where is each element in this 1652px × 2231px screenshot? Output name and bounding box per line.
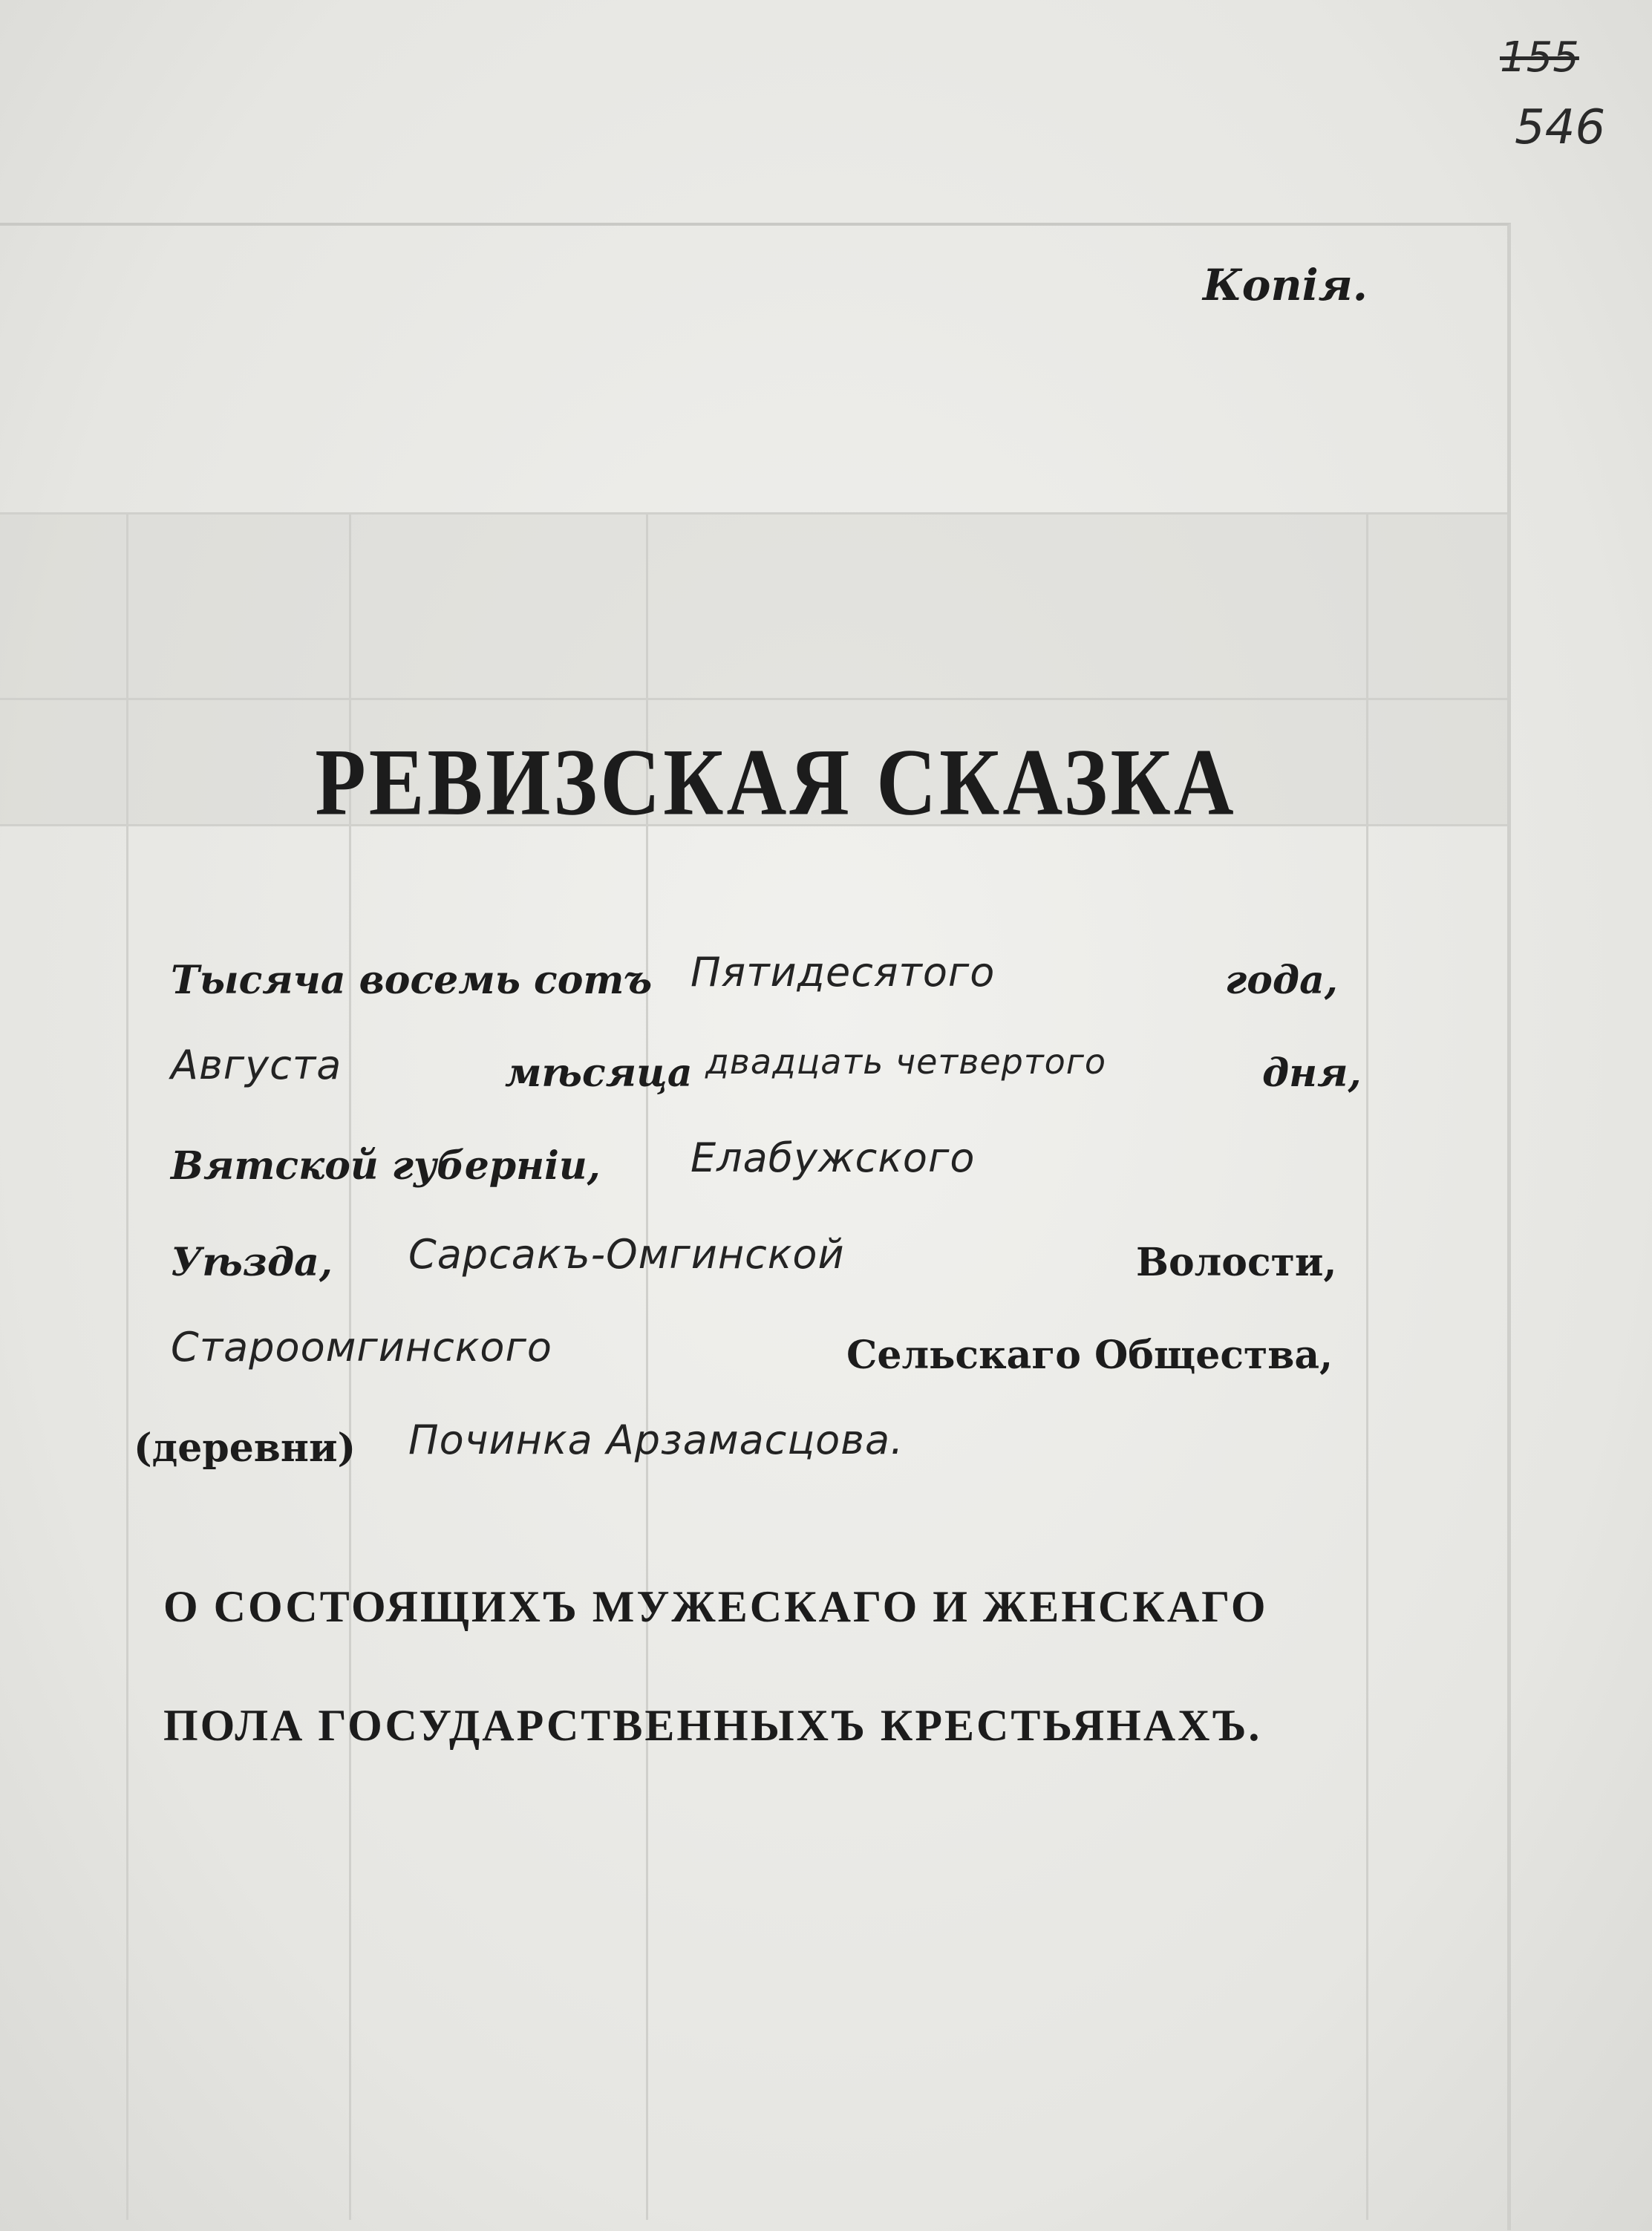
handwritten-district: Елабужского — [690, 1134, 976, 1181]
label-year-suffix: года, — [1225, 958, 1338, 1003]
form-line-district — [171, 1225, 1351, 1307]
form-line-society — [171, 1318, 1351, 1399]
form-line-year — [171, 943, 1351, 1025]
form-line-village — [134, 1411, 1351, 1492]
handwritten-year: Пятидесятого — [690, 949, 996, 996]
document-title: РЕВИЗСКАЯ СКАЗКА — [315, 729, 1237, 836]
handwritten-day: двадцать четвертого — [705, 1042, 1107, 1082]
label-day: дня, — [1262, 1051, 1362, 1096]
subtitle-line-1: О СОСТОЯЩИХЪ МУЖЕСКАГО И ЖЕНСКАГО — [163, 1582, 1268, 1631]
label-district: Уѣзда, — [171, 1240, 333, 1285]
archive-number-old: 155 — [1500, 33, 1579, 82]
archive-number-new: 546 — [1515, 100, 1606, 155]
subtitle-line-2: ПОЛА ГОСУДАРСТВЕННЫХЪ КРЕСТЬЯНАХЪ. — [163, 1701, 1262, 1750]
handwritten-volost: Сарсакъ-Омгинской — [408, 1231, 845, 1278]
copy-label: Копія. — [1203, 260, 1368, 310]
label-village: (деревни) — [134, 1425, 356, 1471]
bleed-through-rule — [0, 698, 1507, 700]
label-volost: Волости, — [1136, 1240, 1337, 1285]
form-line-province — [171, 1128, 1351, 1210]
label-society: Сельскаго Общества, — [846, 1333, 1333, 1378]
handwritten-village: Починка Арзамасцова. — [408, 1417, 904, 1463]
form-line-date — [171, 1036, 1362, 1117]
label-month: мѣсяца — [505, 1051, 693, 1096]
handwritten-month: Августа — [171, 1042, 342, 1088]
label-province: Вятской губерніи, — [171, 1143, 601, 1189]
label-year-prefix: Тысяча восемь сотъ — [171, 958, 653, 1003]
bleed-through-rule — [0, 512, 1507, 515]
handwritten-society: Староомгинского — [171, 1324, 552, 1371]
